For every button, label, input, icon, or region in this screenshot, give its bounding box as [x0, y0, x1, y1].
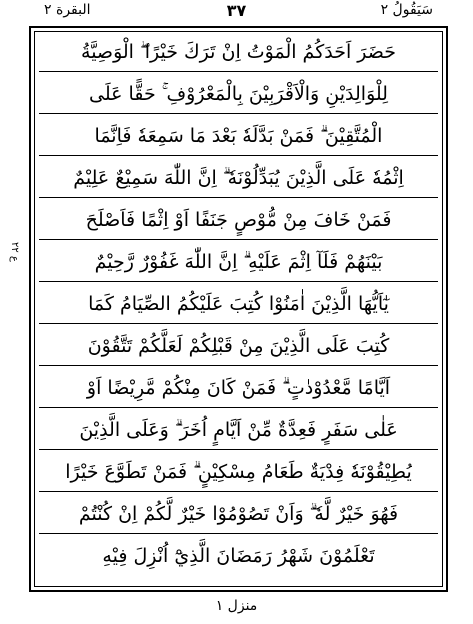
- verse-line-5: [39, 200, 438, 240]
- verse-line-3: [39, 116, 438, 156]
- verse-text: حَضَرَ اَحَدَكُمُ الْمَوْتُ اِنْ تَرَكَ خَيْرًا ۖ الْوَصِيَّةُ: [81, 40, 396, 63]
- manzil-footer: منزل ١: [215, 598, 258, 614]
- verse-text: فَهُوَ خَيْرٌ لَّهٗ ۗ وَاَنْ تَصُوْمُوْا خَيْرٌ لَّكُمْ اِنْ كُنْتُمْ: [78, 502, 399, 525]
- verse-text: لِلْوَالِدَيْنِ وَالْاَقْرَبِيْنَ بِالْمَعْرُوْفِ ۚ حَقًّا عَلَى: [89, 82, 388, 105]
- verse-text: كُتِبَ عَلَى الَّذِيْنَ مِنْ قَبْلِكُمْ لَعَلَّكُمْ تَتَّقُوْنَ: [87, 334, 390, 357]
- text-frame-inner: [34, 31, 443, 587]
- text-frame: [29, 26, 448, 592]
- verse-text: عَلٰى سَفَرٍ فَعِدَّةٌ مِّنْ اَيَّامٍ اُخَرَ ۗ وَعَلَى الَّذِيْنَ: [79, 418, 398, 441]
- verse-line-4: [39, 158, 438, 198]
- verse-line-12: [39, 494, 438, 534]
- verse-text: اِثْمُهٗ عَلَى الَّذِيْنَ يُبَدِّلُوْنَهٗ ۗ اِنَّ اللّٰهَ سَمِيْعٌ عَلِيْمٌ: [73, 166, 404, 189]
- verse-line-8: [39, 326, 438, 366]
- surah-title: البقرة ٢: [44, 2, 91, 18]
- verse-text: اَيَّامًا مَّعْدُوْدٰتٍ ۗ فَمَنْ كَانَ مِنْكُمْ مَّرِيْضًا اَوْ: [86, 376, 391, 399]
- verse-text: يُطِيْقُوْنَهٗ فِدْيَةٌ طَعَامُ مِسْكِيْنٍ ۗ فَمَنْ تَطَوَّعَ خَيْرًا: [65, 460, 412, 483]
- verse-text: الْمُتَّقِيْنَ ۗ فَمَنْ بَدَّلَهٗ بَعْدَ مَا سَمِعَهٗ فَاِنَّمَا: [94, 124, 383, 147]
- ruku-marker: ع ٢٢: [9, 242, 20, 262]
- verse-text: تَعْلَمُوْنَ شَهْرُ رَمَضَانَ الَّذِيْٓ اُنْزِلَ فِيْهِ: [102, 545, 375, 567]
- verse-text: بَيْنَهُمْ فَلَآ اِثْمَ عَلَيْهِ ۗ اِنَّ اللّٰهَ غَفُوْرٌ رَّحِيْمٌ: [94, 250, 383, 273]
- verse-text: فَمَنْ خَافَ مِنْ مُّوْصٍ جَنَفًا اَوْ اِثْمًا فَاَصْلَحَ: [85, 208, 392, 231]
- verse-line-6: [39, 242, 438, 282]
- verse-line-9: [39, 368, 438, 408]
- verse-line-1: [39, 32, 438, 72]
- page-header: [0, 0, 473, 24]
- verse-text: يٰٓاَيُّهَا الَّذِيْنَ اٰمَنُوْا كُتِبَ عَلَيْكُمُ الصِّيَامُ كَمَا: [88, 292, 389, 315]
- page-number: ٣٧: [226, 1, 247, 20]
- verse-lines: [35, 32, 442, 586]
- verse-line-11: [39, 452, 438, 492]
- para-title: سَيَقُولُ ٢: [380, 2, 433, 18]
- verse-line-2: [39, 74, 438, 114]
- verse-line-7: [39, 284, 438, 324]
- verse-line-10: [39, 410, 438, 450]
- verse-line-13: [39, 536, 438, 576]
